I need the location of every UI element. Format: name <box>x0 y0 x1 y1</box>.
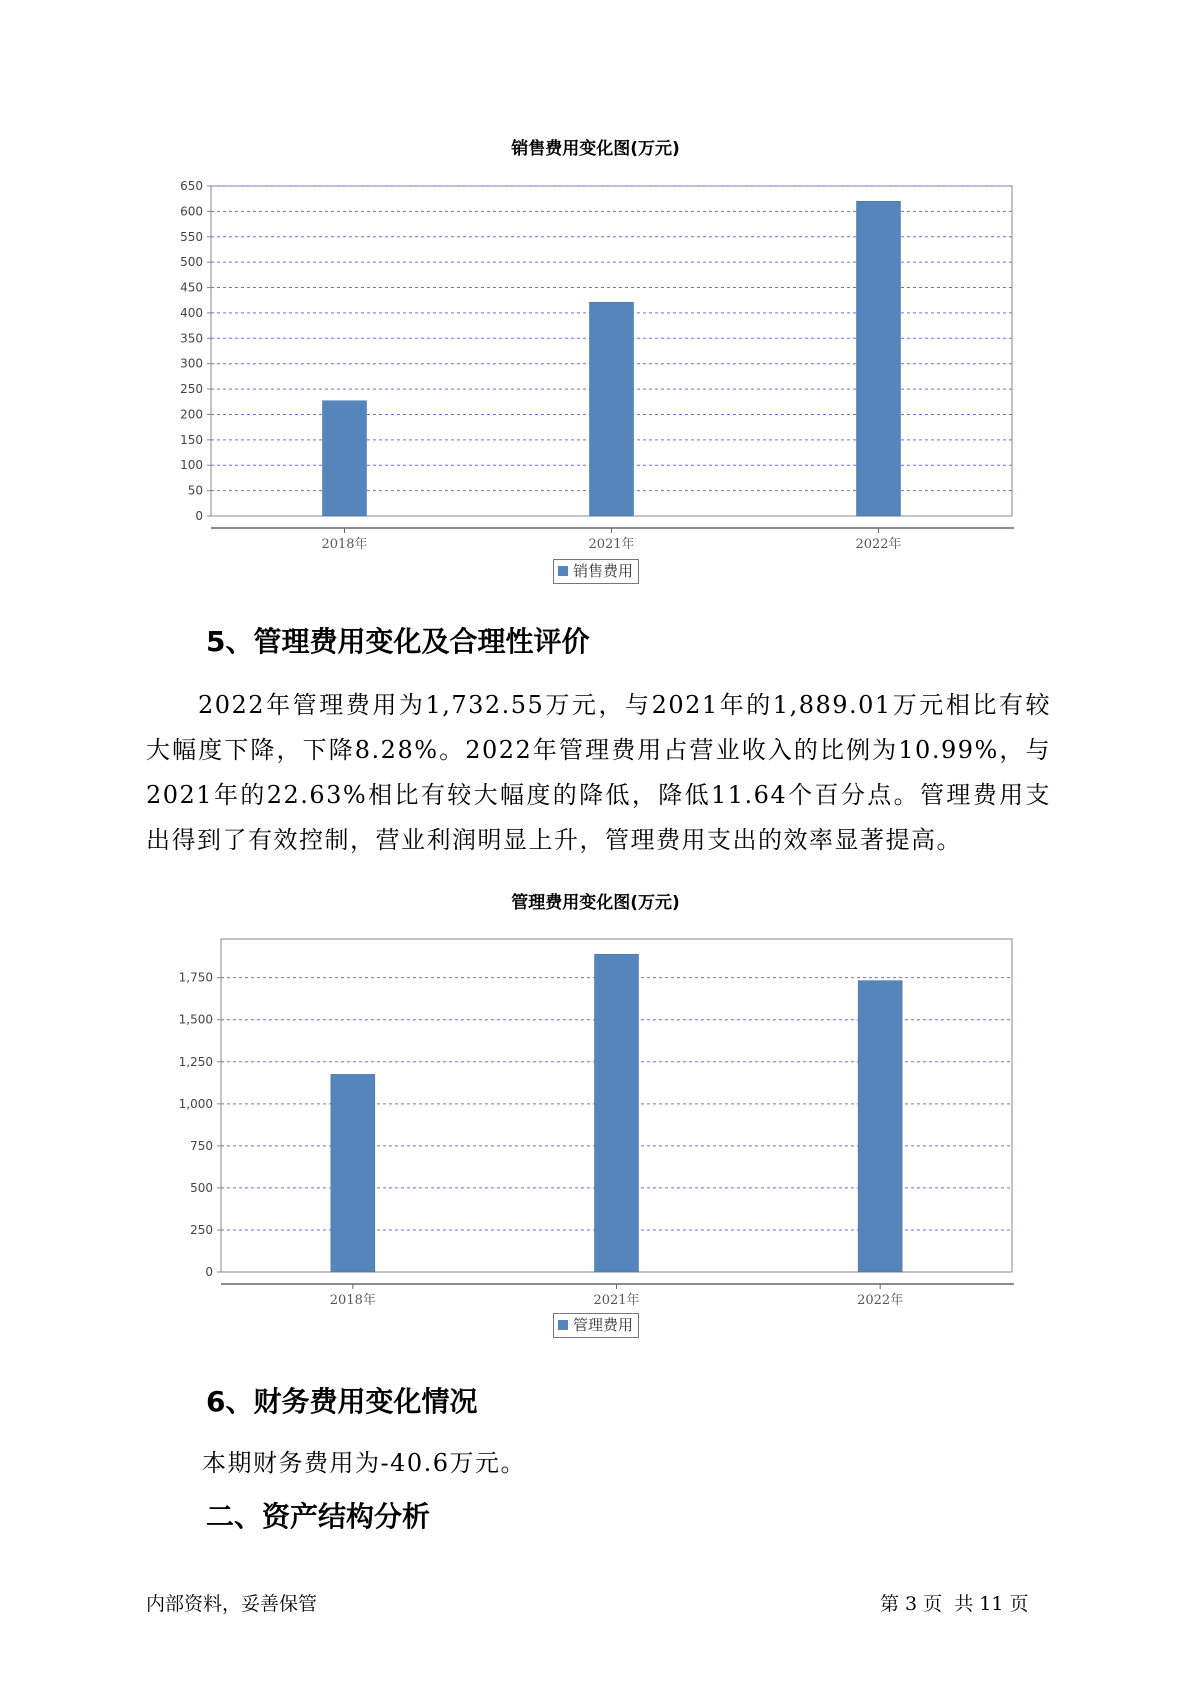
bar <box>331 1074 375 1272</box>
bar <box>857 201 901 516</box>
y-tick-label: 150 <box>180 432 203 447</box>
legend-swatch-icon <box>558 566 568 576</box>
y-tick-label: 50 <box>187 483 203 498</box>
bar <box>590 302 634 516</box>
y-tick-label: 0 <box>205 1265 213 1279</box>
admin-chart-title: 管理费用变化图(万元) <box>511 893 680 913</box>
sales-legend-label: 销售费用 <box>573 562 634 580</box>
y-tick-label: 1,500 <box>178 1012 213 1027</box>
admin-expense-chart <box>0 920 1191 1308</box>
x-tick-label: 2022年 <box>855 537 902 552</box>
footer-confidential-note: 内部资料，妥善保管 <box>146 1593 318 1615</box>
x-tick-label: 2021年 <box>593 1293 640 1308</box>
bar <box>323 401 367 516</box>
y-tick-label: 500 <box>190 1180 213 1195</box>
y-tick-label: 650 <box>180 179 203 193</box>
legend-swatch-icon <box>558 1320 568 1330</box>
y-tick-label: 300 <box>180 356 203 371</box>
y-tick-label: 200 <box>180 407 203 422</box>
y-tick-label: 600 <box>180 204 203 219</box>
sales-chart-legend <box>553 559 639 584</box>
y-tick-label: 750 <box>190 1138 213 1153</box>
bar <box>595 954 639 1272</box>
sales-chart-title: 销售费用变化图(万元) <box>511 139 680 159</box>
y-tick-label: 250 <box>190 1222 213 1237</box>
section-5-paragraph <box>146 683 1051 863</box>
y-tick-label: 500 <box>180 255 203 270</box>
y-tick-label: 400 <box>180 305 203 320</box>
section-6-heading: 6、财务费用变化情况 <box>206 1385 478 1418</box>
y-tick-label: 450 <box>180 280 203 295</box>
x-tick-label: 2018年 <box>321 537 368 552</box>
y-tick-label: 1,000 <box>178 1096 213 1111</box>
x-tick-label: 2022年 <box>857 1293 904 1308</box>
y-tick-label: 100 <box>180 458 203 473</box>
x-tick-label: 2021年 <box>588 537 635 552</box>
y-tick-label: 1,750 <box>178 970 213 985</box>
section-6-text: 本期财务费用为-40.6万元。 <box>202 1449 527 1477</box>
footer-page-number: 第 3 页 共 11 页 <box>880 1593 1029 1615</box>
bar <box>858 981 902 1272</box>
y-tick-label: 250 <box>180 382 203 397</box>
section-two-heading: 二、资产结构分析 <box>206 1500 431 1533</box>
sales-expense-chart <box>0 160 1191 552</box>
section-5-text: 2022年管理费用为1,732.55万元，与2021年的1,889.01万元相比有较大幅度下降，下降8.28%。2022年管理费用占营业收入的比例为10.99%，与2021年的22.63%相比有较大幅度的降低，降低11.64个百分点。管理费用支出得到了有效控制，营业利润明显上升，管理费用支出的效率显著提高。 <box>146 691 1051 854</box>
x-tick-label: 2018年 <box>329 1293 376 1308</box>
y-tick-label: 1,250 <box>178 1054 213 1069</box>
admin-legend-label: 管理费用 <box>573 1316 634 1334</box>
y-tick-label: 550 <box>180 229 203 244</box>
admin-chart-legend <box>553 1313 639 1338</box>
section-5-heading: 5、管理费用变化及合理性评价 <box>206 625 590 658</box>
y-tick-label: 0 <box>195 509 203 523</box>
y-tick-label: 350 <box>180 331 203 346</box>
